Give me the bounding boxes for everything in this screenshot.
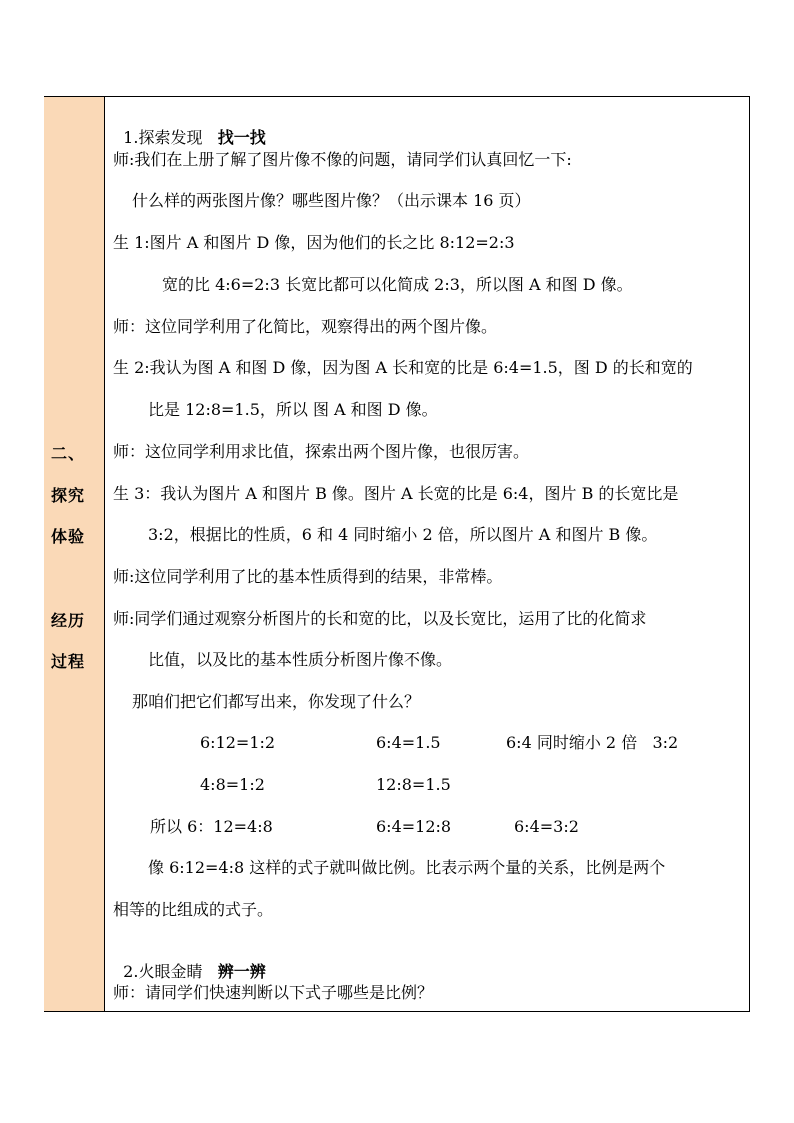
equation: 4:8=1:2 <box>200 775 265 794</box>
text-line: 宽的比 4:6=2:3 长宽比都可以化简成 2:3，所以图 A 和图 D 像。 <box>162 275 633 294</box>
section-label-line-4: 经历 <box>51 611 86 630</box>
section-2-heading <box>113 942 266 982</box>
section-label-line-1: 二、 <box>51 444 86 463</box>
text-line: 相等的比组成的式子。 <box>113 900 274 919</box>
equation: 6:4=12:8 <box>376 817 452 836</box>
text-line: 比值，以及比的基本性质分析图片像不像。 <box>148 650 453 669</box>
text-line: 什么样的两张图片像？哪些图片像？（出示课本 16 页） <box>132 191 531 210</box>
text-line: 师：这位同学利用求比值，探索出两个图片像，也很厉害。 <box>113 442 530 461</box>
section-1-heading <box>113 108 266 148</box>
equation: 6:12=1:2 <box>200 733 276 752</box>
equation: 12:8=1.5 <box>376 775 451 794</box>
text-line: 师：请同学们快速判断以下式子哪些是比例？ <box>113 983 434 1002</box>
section-label-line-3: 体验 <box>51 527 86 546</box>
text-line: 师：这位同学利用了化简比，观察得出的两个图片像。 <box>113 317 498 336</box>
text-line: 3:2，根据比的性质，6 和 4 同时缩小 2 倍，所以图片 A 和图片 B 像。 <box>148 525 658 544</box>
section-1-title: 1.探索发现 <box>123 128 203 147</box>
section-label-line-5: 过程 <box>51 652 86 671</box>
section-2-title: 2.火眼金睛 <box>123 962 203 981</box>
section-label-column <box>44 97 105 1011</box>
equation: 所以 6：12=4:8 <box>150 817 273 836</box>
section-1-bold: 找一找 <box>217 128 266 147</box>
text-line: 像 6:12=4:8 这样的式子就叫做比例。比表示两个量的关系，比例是两个 <box>148 858 666 877</box>
text-line: 师:这位同学利用了比的基本性质得到的结果，非常棒。 <box>113 567 503 586</box>
equation: 6:4 同时缩小 2 倍 3:2 <box>506 733 679 752</box>
section-2-bold: 辨一辨 <box>217 962 266 981</box>
equation: 6:4=1.5 <box>376 733 441 752</box>
equation: 6:4=3:2 <box>514 817 579 836</box>
section-label-line-2: 探究 <box>51 486 86 505</box>
text-line: 生 1:图片 A 和图片 D 像，因为他们的长之比 8:12=2:3 <box>113 233 515 252</box>
text-line: 师:我们在上册了解了图片像不像的问题，请同学们认真回忆一下: <box>113 150 572 169</box>
text-line: 那咱们把它们都写出来，你发现了什么？ <box>132 692 421 711</box>
text-line: 生 3：我认为图片 A 和图片 B 像。图片 A 长宽的比是 6:4，图片 B 的长宽比是 <box>113 484 679 503</box>
text-line: 生 2:我认为图 A 和图 D 像，因为图 A 长和宽的比是 6:4=1.5，图 D 的长和宽的 <box>113 358 693 377</box>
text-line: 师:同学们通过观察分析图片的长和宽的比，以及长宽比，运用了比的化简求 <box>113 609 647 628</box>
text-line: 比是 12:8=1.5，所以 图 A 和图 D 像。 <box>148 400 438 419</box>
